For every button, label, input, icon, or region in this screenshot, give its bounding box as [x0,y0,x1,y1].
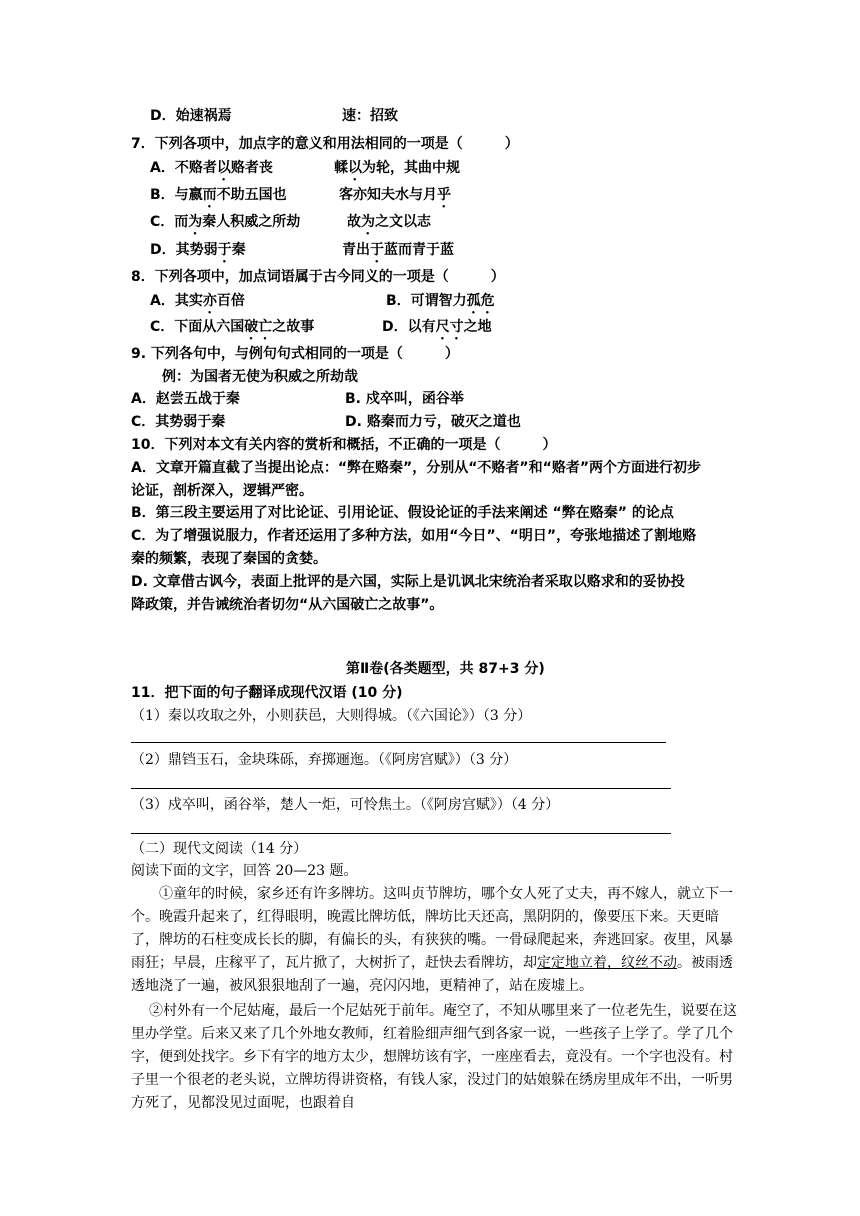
answer-line-2[interactable] [131,788,671,789]
reading-title: （二）现代文阅读（14 分） [131,841,308,857]
q10-option-d-line1: D. 文章借古讽今，表面上批评的是六国，实际上是讥讽北宋统治者采取以赂求和的妥协投 [131,574,685,590]
section2-title: 第Ⅱ卷(各类题型，共 87+3 分) [346,661,545,677]
answer-line-1[interactable] [131,742,666,743]
q7-option-a-right: 輮以为轮，其曲中规 [334,160,460,176]
q11-sentence-2: （2）鼎铛玉石，金块珠砾，弃掷逦迤。（《阿房宫赋》）（3 分） [131,752,518,768]
q7-option-d-right: 青出于蓝而青于蓝 [342,242,454,258]
reading-paragraph-1: ①童年的时候，家乡还有许多牌坊。这叫贞节牌坊，哪个女人死了丈夫，再不嫁人，就立下一个。晚霞升起来了，红得眼明，晚霞比牌坊低，牌坊比天还高，黑阴阴的，像要压下来。天更暗了，牌坊的石柱变成长长的脚，有偏长的头，有狭狭的嘴。一骨碌爬起来，奔逃回家。夜里，风暴雨狂；早晨，庄稼平了，瓦片掀了，大树折了，赶快去看牌坊，却定定地立着，纹丝不动。被雨透透地浇了一遍，被风狠狠地刮了一遍，亮闪闪地，更精神了，站在废墟上。 [131,886,733,994]
q10-option-c-line1: C．为了增强说服力，作者还运用了多种方法，如用“今日”、“明日”，夸张地描述了割地赂 [131,528,697,544]
q10-option-c-line2: 秦的频繁，表现了秦国的贪婪。 [131,551,327,567]
q9-stem: 9. 下列各句中，与例句句式相同的一项是（ ） [131,346,459,362]
q10-option-d-line2: 降政策，并告诫统治者切勿“从六国破亡之故事”。 [131,597,444,613]
q7-option-c-right: 故为之文以志 [347,214,431,230]
q7-stem: 7．下列各项中，加点字的意义和用法相同的一项是（ ） [131,136,519,152]
q6-d-right: 速：招致 [342,108,398,124]
answer-line-3[interactable] [131,833,671,834]
q10-option-a-line1: A．文章开篇直截了当提出论点：“弊在赂秦”，分别从“不赂者”和“赂者”两个方面进行初步 [131,460,702,476]
q8-option-c: C．下面从六国破亡之故事 [150,319,315,335]
reading-instruction: 阅读下面的文字，回答 20—23 题。 [131,863,358,879]
q11-stem: 11．把下面的句子翻译成现代汉语 (10 分) [131,685,403,701]
q7-option-b-right: 客亦知夫水与月乎 [339,187,451,203]
q10-option-a-line2: 论证，剖析深入，逻辑严密。 [131,483,313,499]
q7-option-d: D．其势弱于秦 [150,242,246,258]
q9-example: 例：为国者无使为积威之所劫哉 [162,369,358,385]
q7-option-c: C．而为秦人积威之所劫 [150,214,301,230]
q7-option-b: B．与嬴而不助五国也 [150,187,287,203]
q9-option-a: A．赵尝五战于秦 [131,391,240,407]
q10-stem: 10．下列对本文有关内容的赏析和概括，不正确的一项是（ ） [131,437,557,453]
reading-paragraph-2: ②村外有一个尼姑庵，最后一个尼姑死于前年。庵空了，不知从哪里来了一位老先生，说要在这里办学堂。后来又来了几个外地女教师，红着脸细声细气到各家一说，一些孩子上学了。学了几个字，便到处找字。乡下有字的地方太少，想牌坊该有字，一座座看去，竟没有。一个字也没有。村子里一个很老的老头说，立牌坊得讲资格，有钱人家，没过门的姑娘躲在绣房里成年不出，一听男方死了，见都没见过面呢，也跟着自 [131,1003,737,1111]
q8-option-d: D．以有尺寸之地 [382,319,492,335]
q6-d-left: 始速祸焉 [175,108,232,124]
q9-option-b: B. 戍卒叫，函谷举 [345,391,464,407]
q9-option-c: C．其势弱于秦 [131,414,226,430]
q9-option-d: D. 赂秦而力亏，破灭之道也 [345,414,521,430]
q11-sentence-1: （1）秦以攻取之外，小则获邑，大则得城。（《六国论》）（3 分） [131,708,532,724]
q7-option-a: A．不赂者以赂者丧 [150,160,273,176]
q8-option-b: B．可谓智力孤危 [386,293,495,309]
q10-option-b: B．第三段主要运用了对比论证、引用论证、假设论证的手法来阐述 “弊在赂秦” 的论点 [131,505,674,521]
q8-option-a: A．其实亦百倍 [150,293,245,309]
q6-option-d: D．始速祸焉 [150,108,232,124]
q11-sentence-3: （3）戍卒叫，函谷举，楚人一炬，可怜焦土。（《阿房宫赋》）（4 分） [131,797,560,813]
underlined-phrase: 定定地立着，纹丝不动 [537,955,677,971]
q8-stem: 8．下列各项中，加点词语属于古今同义的一项是（ ） [131,269,505,285]
